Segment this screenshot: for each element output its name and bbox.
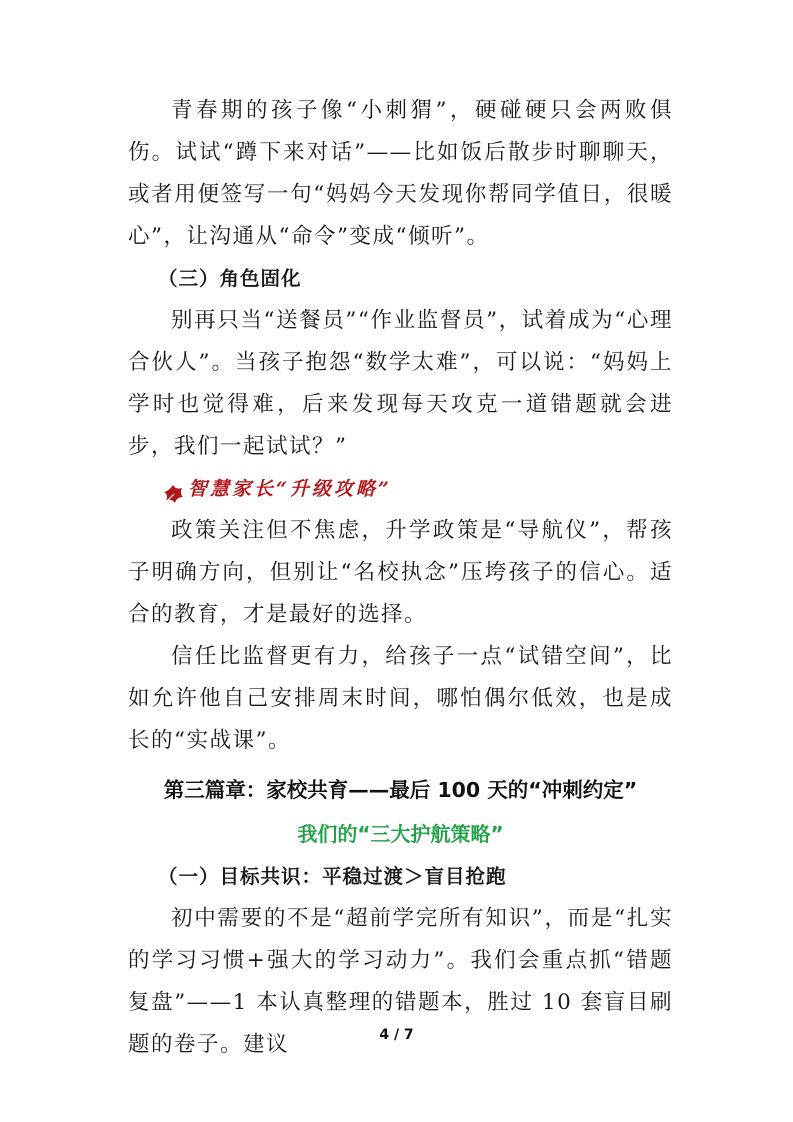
strategy-heading bbox=[128, 468, 673, 510]
strategies-title: 我们的“三大护航策略” bbox=[297, 822, 504, 846]
paragraph-role: 别再只当“送餐员”“作业监督员”，试着成为“心理合伙人”。当孩子抱怨“数学太难”，可以说：“妈妈上学时也觉得难，后来发现每天攻克一道错题就会进步，我们一起试试？” bbox=[128, 308, 673, 459]
paragraph-goal: 初中需要的不是“超前学完所有知识”，而是“扎实的学习习惯+强大的学习动力”。我们会重点抓“错题复盘”——1 本认真整理的错题本，胜过 10 套盲目刷题的卷子。建议 bbox=[128, 906, 673, 1057]
chapter-title: 第三篇章：家校共育——最后 100 天的“冲刺约定” bbox=[163, 778, 638, 802]
paragraph-communication: 青春期的孩子像“小刺猬”，硬碰硬只会两败俱伤。试试“蹲下来对话”——比如饭后散步时聊聊天，或者用便签写一句“妈妈今天发现你帮同学值日，很暖心”，让沟通从“命令”变成“倾听”。 bbox=[128, 98, 673, 249]
paragraph-trust: 信任比监督更有力，给孩子一点“试错空间”，比如允许他自己安排周末时间，哪怕偶尔低效，也是成长的“实战课”。 bbox=[128, 644, 673, 753]
page-content bbox=[128, 90, 673, 1066]
page-number: 4 / 7 bbox=[379, 1027, 414, 1043]
section-heading-goal: （一）目标共识：平稳过渡＞盲目抢跑 bbox=[158, 865, 507, 888]
section-heading-role: （三）角色固化 bbox=[158, 267, 302, 290]
leaf-icon bbox=[162, 478, 184, 500]
strategy-heading-text: 智慧家长“升级攻略” bbox=[188, 478, 392, 500]
paragraph-policy: 政策关注但不焦虑，升学政策是“导航仪”，帮孩子明确方向，但别让“名校执念”压垮孩子的信心。适合的教育，才是最好的选择。 bbox=[128, 518, 673, 627]
